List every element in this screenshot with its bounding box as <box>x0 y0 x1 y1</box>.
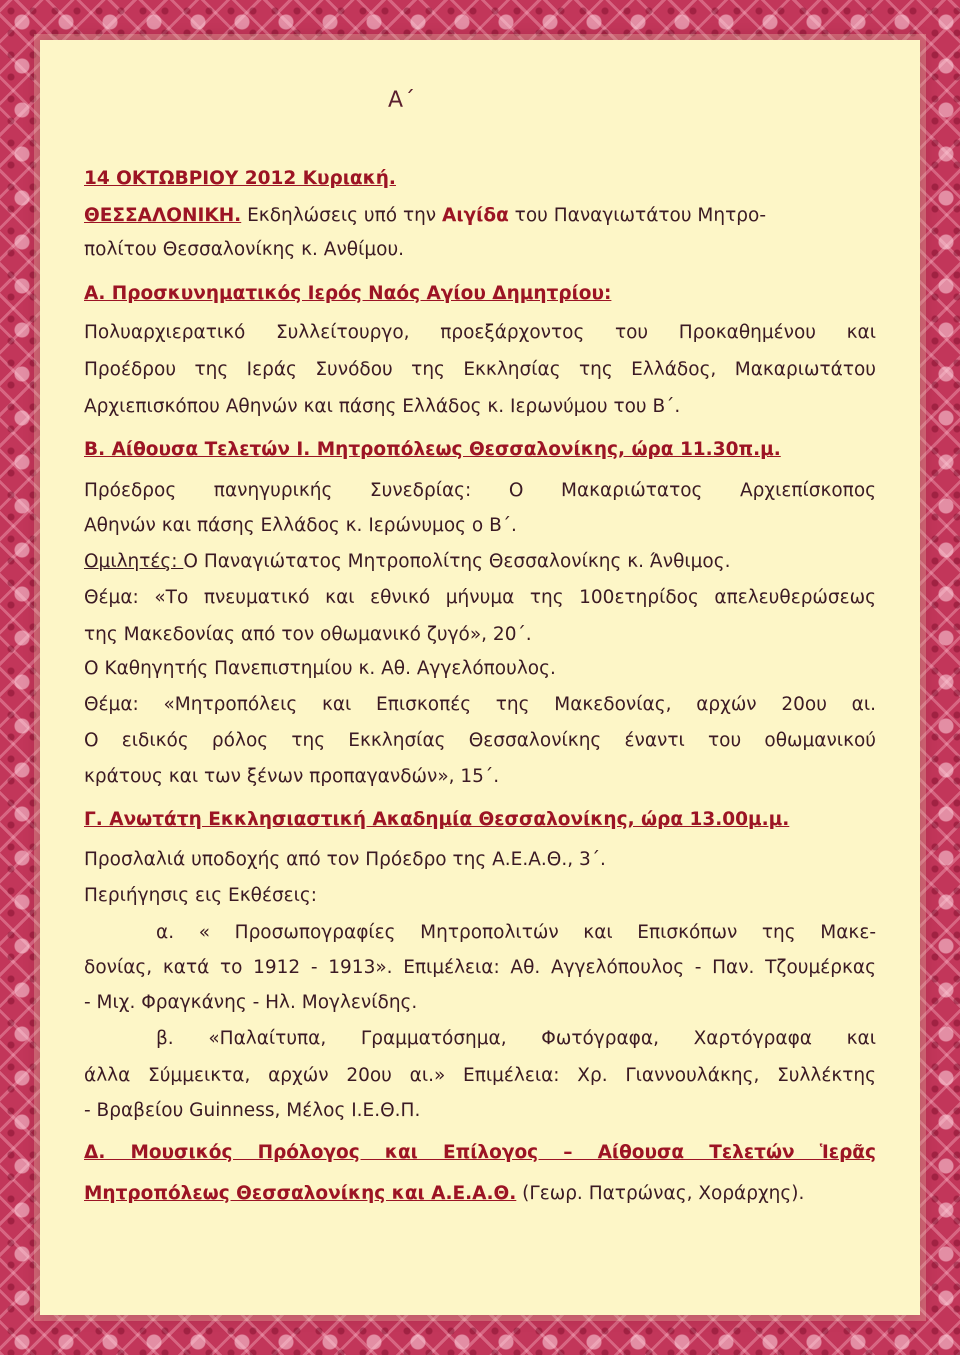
topic-2-line-1: Θέμα: «Μητροπόλεις και Επισκοπές της Μακεδονίας, αρχών 20ου αι. <box>84 694 876 715</box>
topic-1-line-1: Θέμα: «Το πνευματικό και εθνικό μήνυμα της 100ετηρίδος απελευθερώσεως <box>84 587 876 608</box>
tour-line: Περιήγησις εις Εκθέσεις: <box>84 885 318 906</box>
intro-line-1 <box>84 205 766 226</box>
intro-text-1: Εκδηλώσεις υπό την <box>241 205 443 226</box>
section-a-line-3: Αρχιεπισκόπου Αθηνών και πάσης Ελλάδος κ. Ιερωνύμου του Β΄. <box>84 396 681 417</box>
section-d-heading-line-1: Δ. Μουσικός Πρόλογος και Επίλογος – Αίθουσα Τελετών Ἱερᾶς <box>84 1142 876 1163</box>
president-line-1: Πρόεδρος πανηγυρικής Συνεδρίας: Ο Μακαριώτατος Αρχιεπίσκοπος <box>84 480 876 501</box>
intro-bold: Αιγίδα <box>442 205 509 226</box>
page-marker: Α΄ <box>388 88 417 113</box>
section-d-note: (Γεωρ. Πατρώνας, Χοράρχης). <box>516 1183 805 1204</box>
section-d-heading-line-2 <box>84 1183 804 1204</box>
topic-2-line-3: κράτους και των ξένων προπαγανδών», 15΄. <box>84 766 500 787</box>
professor-line: Ο Καθηγητής Πανεπιστημίου κ. Αθ. Αγγελόπουλος. <box>84 658 556 679</box>
item-b-line-1: β. «Παλαίτυπα, Γραμματόσημα, Φωτόγραφα, Χαρτόγραφα και <box>156 1028 876 1049</box>
topic-2-line-2: Ο ειδικός ρόλος της Εκκλησίας Θεσσαλονίκης έναντι του οθωμανικού <box>84 730 876 751</box>
item-b-line-2: άλλα Σύμμεικτα, αρχών 20ου αι.» Επιμέλεια: Χρ. Γιαννουλάκης, Συλλέκτης <box>84 1065 876 1086</box>
speakers-line <box>84 551 730 572</box>
topic-1-line-2: της Μακεδονίας από τον οθωμανικό ζυγό», 20΄. <box>84 624 532 645</box>
event-date: 14 ΟΚΤΩΒΡΙΟΥ 2012 Κυριακή. <box>84 168 396 189</box>
welcome-line: Προσλαλιά υποδοχής από τον Πρόεδρο της Α.Ε.Α.Θ., 3΄. <box>84 849 606 870</box>
item-a-line-2: δονίας, κατά το 1912 - 1913». Επιμέλεια: Αθ. Αγγελόπουλος - Παν. Τζουμέρκας <box>84 957 876 978</box>
item-a-line-3: - Μιχ. Φραγκάνης - Ηλ. Μογλενίδης. <box>84 992 418 1013</box>
city-name: ΘΕΣΣΑΛΟΝΙΚΗ. <box>84 205 242 226</box>
section-a-line-2: Προέδρου της Ιεράς Συνόδου της Εκκλησίας της Ελλάδος, Μακαριωτάτου <box>84 359 876 380</box>
speakers-text: Ο Παναγιώτατος Μητροπολίτης Θεσσαλονίκης κ. Άνθιμος. <box>183 551 731 572</box>
section-d-heading-bold: Μητροπόλεως Θεσσαλονίκης και Α.Ε.Α.Θ. <box>84 1183 517 1204</box>
intro-line-2: πολίτου Θεσσαλονίκης κ. Ανθίμου. <box>84 239 405 260</box>
intro-text-2: του Παναγιωτάτου Μητρο- <box>508 205 766 226</box>
section-a-line-1: Πολυαρχιερατικό Συλλείτουργο, προεξάρχοντος του Προκαθημένου και <box>84 322 876 343</box>
section-a-heading: Α. Προσκυνηματικός Ιερός Ναός Αγίου Δημητρίου: <box>84 283 612 304</box>
speakers-label: Ομιλητές: <box>84 551 184 572</box>
section-b-heading: Β. Αίθουσα Τελετών Ι. Μητροπόλεως Θεσσαλονίκης, ώρα 11.30π.μ. <box>84 439 781 460</box>
item-a-line-1: α. « Προσωπογραφίες Μητροπολιτών και Επισκόπων της Μακε- <box>156 922 876 943</box>
section-c-heading: Γ. Ανωτάτη Εκκλησιαστική Ακαδημία Θεσσαλονίκης, ώρα 13.00μ.μ. <box>84 809 790 830</box>
president-line-2: Αθηνών και πάσης Ελλάδος κ. Ιερώνυμος ο Β΄. <box>84 515 517 536</box>
item-b-line-3: - Βραβείου Guinness, Μέλος Ι.Ε.Θ.Π. <box>84 1100 421 1121</box>
